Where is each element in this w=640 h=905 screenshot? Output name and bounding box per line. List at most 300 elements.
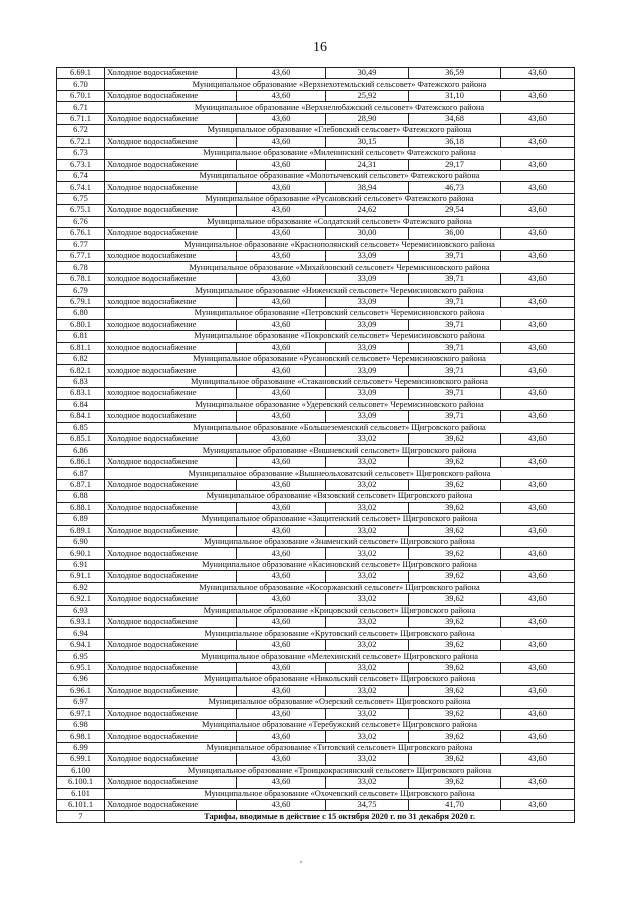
municipality-title: Муниципальное образование «Русановский сельсовет» Черемисиновского района xyxy=(105,353,575,364)
row-number: 6.70.1 xyxy=(57,90,105,101)
municipality-title: Муниципальное образование «Верхнехотемльский сельсовет» Фатежского района xyxy=(105,79,575,90)
row-number: 6.101 xyxy=(57,788,105,799)
tariff-value-1: 43,60 xyxy=(237,388,326,399)
table-row xyxy=(57,205,575,216)
section-header-row xyxy=(57,376,575,387)
table-row xyxy=(57,136,575,147)
tariff-table xyxy=(56,67,575,823)
row-number: 6.82.1 xyxy=(57,365,105,376)
section-header-row xyxy=(57,491,575,502)
municipality-title: Муниципальное образование «Вязовский сельсовет» Щигровского района xyxy=(105,491,575,502)
table-row xyxy=(57,228,575,239)
section-header-row xyxy=(57,331,575,342)
service-name: холодное водоснабжение xyxy=(105,388,237,399)
row-number: 6.79 xyxy=(57,285,105,296)
tariff-value-4: 43,60 xyxy=(501,800,575,811)
tariff-value-1: 43,60 xyxy=(237,662,326,673)
tariff-value-3: 39,62 xyxy=(409,548,501,559)
tariff-value-4: 43,60 xyxy=(501,754,575,765)
tariff-value-2: 33,02 xyxy=(326,662,409,673)
row-number: 6.94 xyxy=(57,628,105,639)
tariff-value-3: 39,62 xyxy=(409,617,501,628)
tariff-value-2: 28,90 xyxy=(326,113,409,124)
tariff-value-3: 39,71 xyxy=(409,342,501,353)
tariff-value-2: 33,02 xyxy=(326,456,409,467)
tariff-value-3: 39,62 xyxy=(409,777,501,788)
table-row xyxy=(57,731,575,742)
tariff-value-2: 33,02 xyxy=(326,708,409,719)
section-header-row xyxy=(57,239,575,250)
tariff-value-3: 39,62 xyxy=(409,456,501,467)
tariff-value-2: 33,02 xyxy=(326,777,409,788)
row-number: 6.89 xyxy=(57,514,105,525)
table-row xyxy=(57,800,575,811)
tariff-value-4: 43,60 xyxy=(501,479,575,490)
row-number: 6.90 xyxy=(57,536,105,547)
tariff-value-2: 33,02 xyxy=(326,571,409,582)
tariff-value-2: 33,02 xyxy=(326,617,409,628)
section-header-row xyxy=(57,216,575,227)
tariff-value-1: 43,60 xyxy=(237,273,326,284)
section-header-row xyxy=(57,651,575,662)
service-name: Холодное водоснабжение xyxy=(105,228,237,239)
tariff-value-1: 43,60 xyxy=(237,708,326,719)
tariff-value-4: 43,60 xyxy=(501,434,575,445)
tariff-value-4: 43,60 xyxy=(501,525,575,536)
row-number: 6.75.1 xyxy=(57,205,105,216)
municipality-title: Муниципальное образование «Ниженский сельсовет» Черемисиновского района xyxy=(105,285,575,296)
tariff-value-2: 33,09 xyxy=(326,273,409,284)
table-row xyxy=(57,68,575,79)
row-number: 6.94.1 xyxy=(57,639,105,650)
tariff-value-3: 39,62 xyxy=(409,662,501,673)
section-header-row xyxy=(57,719,575,730)
service-name: холодное водоснабжение xyxy=(105,251,237,262)
tariff-value-3: 39,62 xyxy=(409,639,501,650)
service-name: Холодное водоснабжение xyxy=(105,708,237,719)
municipality-title: Муниципальное образование «Большеземенский сельсовет» Щигровского района xyxy=(105,422,575,433)
section-header-row xyxy=(57,628,575,639)
row-number: 6.99.1 xyxy=(57,754,105,765)
row-number: 6.78 xyxy=(57,262,105,273)
row-number: 6.97.1 xyxy=(57,708,105,719)
row-number: 6.92 xyxy=(57,582,105,593)
table-row xyxy=(57,754,575,765)
tariff-value-4: 43,60 xyxy=(501,113,575,124)
table-row xyxy=(57,525,575,536)
tariff-value-2: 33,09 xyxy=(326,296,409,307)
row-number: 6.88 xyxy=(57,491,105,502)
section-header-row xyxy=(57,445,575,456)
row-number: 6.87.1 xyxy=(57,479,105,490)
row-number: 6.80.1 xyxy=(57,319,105,330)
service-name: Холодное водоснабжение xyxy=(105,662,237,673)
tariff-value-1: 43,60 xyxy=(237,342,326,353)
section-header-row xyxy=(57,559,575,570)
tariff-value-4: 43,60 xyxy=(501,594,575,605)
tariff-value-1: 43,60 xyxy=(237,319,326,330)
tariff-value-2: 33,02 xyxy=(326,685,409,696)
table-row xyxy=(57,411,575,422)
row-number: 6.72.1 xyxy=(57,136,105,147)
tariff-value-4: 43,60 xyxy=(501,68,575,79)
row-number: 6.75 xyxy=(57,193,105,204)
row-number: 6.74 xyxy=(57,170,105,181)
table-row xyxy=(57,251,575,262)
service-name: Холодное водоснабжение xyxy=(105,525,237,536)
section-header-row xyxy=(57,170,575,181)
table-row xyxy=(57,113,575,124)
tariff-value-3: 39,62 xyxy=(409,479,501,490)
tariff-value-4: 43,60 xyxy=(501,548,575,559)
tariff-period-title: Тарифы, вводимые в действие с 15 октября 2020 г. по 31 декабря 2020 г. xyxy=(105,811,575,822)
row-number: 6.77 xyxy=(57,239,105,250)
service-name: Холодное водоснабжение xyxy=(105,548,237,559)
section-header-row xyxy=(57,102,575,113)
municipality-title: Муниципальное образование «Крицовский сельсовет» Щигровского района xyxy=(105,605,575,616)
tariff-value-1: 43,60 xyxy=(237,365,326,376)
row-number: 6.73 xyxy=(57,148,105,159)
row-number: 6.89.1 xyxy=(57,525,105,536)
tariff-value-3: 36,59 xyxy=(409,68,501,79)
municipality-title: Муниципальное образование «Стакановский сельсовет» Черемисиновского района xyxy=(105,376,575,387)
municipality-title: Муниципальное образование «Косоржанский сельсовет» Щигровского района xyxy=(105,582,575,593)
service-name: Холодное водоснабжение xyxy=(105,68,237,79)
tariff-value-3: 46,73 xyxy=(409,182,501,193)
row-number: 6.91.1 xyxy=(57,571,105,582)
section-7-header-row xyxy=(57,811,575,822)
table-row xyxy=(57,662,575,673)
tariff-value-2: 30,00 xyxy=(326,228,409,239)
section-header-row xyxy=(57,399,575,410)
service-name: Холодное водоснабжение xyxy=(105,90,237,101)
municipality-title: Муниципальное образование «Верхнелюбажский сельсовет» Фатежского района xyxy=(105,102,575,113)
service-name: холодное водоснабжение xyxy=(105,319,237,330)
service-name: Холодное водоснабжение xyxy=(105,456,237,467)
tariff-value-2: 30,15 xyxy=(326,136,409,147)
tariff-value-1: 43,60 xyxy=(237,456,326,467)
tariff-value-1: 43,60 xyxy=(237,617,326,628)
tariff-value-1: 43,60 xyxy=(237,685,326,696)
tariff-value-4: 43,60 xyxy=(501,319,575,330)
tariff-value-4: 43,60 xyxy=(501,205,575,216)
scan-mark: , xyxy=(300,855,302,864)
row-number: 6.97 xyxy=(57,697,105,708)
row-number: 6.87 xyxy=(57,468,105,479)
tariff-value-4: 43,60 xyxy=(501,90,575,101)
row-number: 6.93.1 xyxy=(57,617,105,628)
section-header-row xyxy=(57,674,575,685)
municipality-title: Муниципальное образование «Теребужский сельсовет» Щигровского района xyxy=(105,719,575,730)
table-row xyxy=(57,571,575,582)
section-header-row xyxy=(57,308,575,319)
table-row xyxy=(57,319,575,330)
tariff-value-1: 43,60 xyxy=(237,136,326,147)
tariff-value-2: 38,94 xyxy=(326,182,409,193)
municipality-title: Муниципальное образование «Глебовский сельсовет» Фатежского района xyxy=(105,125,575,136)
tariff-value-4: 43,60 xyxy=(501,708,575,719)
service-name: Холодное водоснабжение xyxy=(105,777,237,788)
tariff-value-3: 39,71 xyxy=(409,411,501,422)
section-header-row xyxy=(57,697,575,708)
section-header-row xyxy=(57,285,575,296)
row-number: 6.100 xyxy=(57,765,105,776)
section-header-row xyxy=(57,262,575,273)
row-number: 6.71 xyxy=(57,102,105,113)
municipality-title: Муниципальное образование «Троицкокраснянский сельсовет» Щигровского района xyxy=(105,765,575,776)
tariff-value-3: 39,71 xyxy=(409,251,501,262)
tariff-value-2: 33,09 xyxy=(326,365,409,376)
tariff-value-1: 43,60 xyxy=(237,479,326,490)
row-number: 6.85.1 xyxy=(57,434,105,445)
municipality-title: Муниципальное образование «Мелехинский сельсовет» Щигровского района xyxy=(105,651,575,662)
table-row xyxy=(57,365,575,376)
row-number: 6.83.1 xyxy=(57,388,105,399)
tariff-value-3: 39,71 xyxy=(409,365,501,376)
tariff-value-3: 39,71 xyxy=(409,273,501,284)
tariff-value-1: 43,60 xyxy=(237,182,326,193)
row-number: 6.85 xyxy=(57,422,105,433)
tariff-value-1: 43,60 xyxy=(237,434,326,445)
tariff-value-4: 43,60 xyxy=(501,685,575,696)
service-name: Холодное водоснабжение xyxy=(105,205,237,216)
tariff-value-1: 43,60 xyxy=(237,296,326,307)
tariff-value-3: 39,62 xyxy=(409,571,501,582)
row-number: 6.79.1 xyxy=(57,296,105,307)
tariff-value-2: 25,92 xyxy=(326,90,409,101)
tariff-value-2: 33,09 xyxy=(326,251,409,262)
tariff-value-2: 33,02 xyxy=(326,754,409,765)
tariff-value-1: 43,60 xyxy=(237,639,326,650)
table-row xyxy=(57,388,575,399)
row-number: 6.81.1 xyxy=(57,342,105,353)
municipality-title: Муниципальное образование «Русановский сельсовет» Фатежского района xyxy=(105,193,575,204)
municipality-title: Муниципальное образование «Петровский сельсовет» Черемисиновского района xyxy=(105,308,575,319)
municipality-title: Муниципальное образование «Касиновский сельсовет» Щигровского района xyxy=(105,559,575,570)
tariff-value-2: 33,02 xyxy=(326,502,409,513)
section-header-row xyxy=(57,536,575,547)
row-number: 6.101.1 xyxy=(57,800,105,811)
service-name: холодное водоснабжение xyxy=(105,273,237,284)
tariff-value-2: 33,02 xyxy=(326,434,409,445)
row-number: 6.86.1 xyxy=(57,456,105,467)
tariff-value-4: 43,60 xyxy=(501,182,575,193)
service-name: Холодное водоснабжение xyxy=(105,594,237,605)
tariff-value-4: 43,60 xyxy=(501,228,575,239)
tariff-value-1: 43,60 xyxy=(237,159,326,170)
row-number: 7 xyxy=(57,811,105,822)
municipality-title: Муниципальное образование «Краснополянский сельсовет» Черемисиновского района xyxy=(105,239,575,250)
tariff-value-3: 36,18 xyxy=(409,136,501,147)
section-header-row xyxy=(57,788,575,799)
service-name: Холодное водоснабжение xyxy=(105,159,237,170)
table-row xyxy=(57,434,575,445)
row-number: 6.76 xyxy=(57,216,105,227)
tariff-value-4: 43,60 xyxy=(501,411,575,422)
municipality-title: Муниципальное образование «Удеревский сельсовет» Черемисиновского района xyxy=(105,399,575,410)
tariff-value-4: 43,60 xyxy=(501,617,575,628)
section-header-row xyxy=(57,79,575,90)
tariff-value-1: 43,60 xyxy=(237,411,326,422)
tariff-value-4: 43,60 xyxy=(501,662,575,673)
table-row xyxy=(57,296,575,307)
row-number: 6.95.1 xyxy=(57,662,105,673)
tariff-value-3: 34,68 xyxy=(409,113,501,124)
tariff-table-body xyxy=(57,68,575,823)
tariff-value-2: 24,31 xyxy=(326,159,409,170)
row-number: 6.96 xyxy=(57,674,105,685)
tariff-value-3: 39,62 xyxy=(409,731,501,742)
municipality-title: Муниципальное образование «Крутовский сельсовет» Щигровского района xyxy=(105,628,575,639)
tariff-value-3: 39,71 xyxy=(409,296,501,307)
tariff-value-3: 39,62 xyxy=(409,754,501,765)
tariff-value-1: 43,60 xyxy=(237,251,326,262)
tariff-value-4: 43,60 xyxy=(501,571,575,582)
section-header-row xyxy=(57,514,575,525)
service-name: Холодное водоснабжение xyxy=(105,754,237,765)
municipality-title: Муниципальное образование «Титовский сельсовет» Щигровского района xyxy=(105,742,575,753)
tariff-value-1: 43,60 xyxy=(237,228,326,239)
tariff-value-2: 33,02 xyxy=(326,639,409,650)
tariff-value-3: 39,62 xyxy=(409,525,501,536)
table-row xyxy=(57,456,575,467)
table-row xyxy=(57,594,575,605)
row-number: 6.81 xyxy=(57,331,105,342)
section-header-row xyxy=(57,422,575,433)
service-name: Холодное водоснабжение xyxy=(105,182,237,193)
row-number: 6.88.1 xyxy=(57,502,105,513)
municipality-title: Муниципальное образование «Вишневский сельсовет» Щигровского района xyxy=(105,445,575,456)
tariff-value-3: 39,71 xyxy=(409,388,501,399)
table-row xyxy=(57,708,575,719)
row-number: 6.70 xyxy=(57,79,105,90)
tariff-value-1: 43,60 xyxy=(237,754,326,765)
municipality-title: Муниципальное образование «Вышнеольховатский сельсовет» Щигровского района xyxy=(105,468,575,479)
tariff-value-4: 43,60 xyxy=(501,136,575,147)
row-number: 6.86 xyxy=(57,445,105,456)
table-row xyxy=(57,273,575,284)
tariff-value-2: 34,75 xyxy=(326,800,409,811)
section-header-row xyxy=(57,193,575,204)
tariff-value-1: 43,60 xyxy=(237,68,326,79)
tariff-value-2: 33,09 xyxy=(326,411,409,422)
table-row xyxy=(57,90,575,101)
tariff-value-3: 36,00 xyxy=(409,228,501,239)
section-header-row xyxy=(57,605,575,616)
table-row xyxy=(57,159,575,170)
service-name: Холодное водоснабжение xyxy=(105,731,237,742)
row-number: 6.90.1 xyxy=(57,548,105,559)
municipality-title: Муниципальное образование «Солдатский сельсовет» Фатежского района xyxy=(105,216,575,227)
tariff-value-3: 39,71 xyxy=(409,319,501,330)
tariff-value-1: 43,60 xyxy=(237,90,326,101)
service-name: холодное водоснабжение xyxy=(105,365,237,376)
tariff-value-1: 43,60 xyxy=(237,594,326,605)
tariff-value-4: 43,60 xyxy=(501,388,575,399)
table-row xyxy=(57,479,575,490)
tariff-value-2: 33,02 xyxy=(326,525,409,536)
row-number: 6.99 xyxy=(57,742,105,753)
tariff-value-1: 43,60 xyxy=(237,731,326,742)
tariff-value-4: 43,60 xyxy=(501,731,575,742)
service-name: холодное водоснабжение xyxy=(105,296,237,307)
tariff-value-3: 39,62 xyxy=(409,594,501,605)
row-number: 6.73.1 xyxy=(57,159,105,170)
service-name: Холодное водоснабжение xyxy=(105,434,237,445)
municipality-title: Муниципальное образование «Молотычевский сельсовет» Фатежского района xyxy=(105,170,575,181)
row-number: 6.93 xyxy=(57,605,105,616)
service-name: Холодное водоснабжение xyxy=(105,479,237,490)
tariff-value-3: 39,62 xyxy=(409,685,501,696)
tariff-value-1: 43,60 xyxy=(237,113,326,124)
row-number: 6.91 xyxy=(57,559,105,570)
municipality-title: Муниципальное образование «Охочевский сельсовет» Щигровского района xyxy=(105,788,575,799)
tariff-value-1: 43,60 xyxy=(237,571,326,582)
row-number: 6.71.1 xyxy=(57,113,105,124)
tariff-value-3: 31,10 xyxy=(409,90,501,101)
municipality-title: Муниципальное образование «Знаменский сельсовет» Щигровского района xyxy=(105,536,575,547)
tariff-value-1: 43,60 xyxy=(237,548,326,559)
page-number: 16 xyxy=(313,40,327,55)
municipality-title: Муниципальное образование «Защитенский сельсовет» Щигровского района xyxy=(105,514,575,525)
tariff-value-1: 43,60 xyxy=(237,800,326,811)
row-number: 6.82 xyxy=(57,353,105,364)
tariff-value-4: 43,60 xyxy=(501,159,575,170)
service-name: Холодное водоснабжение xyxy=(105,639,237,650)
table-row xyxy=(57,182,575,193)
row-number: 6.95 xyxy=(57,651,105,662)
tariff-value-1: 43,60 xyxy=(237,502,326,513)
tariff-value-2: 33,02 xyxy=(326,479,409,490)
row-number: 6.78.1 xyxy=(57,273,105,284)
municipality-title: Муниципальное образование «Никольский сельсовет» Щигровского района xyxy=(105,674,575,685)
tariff-value-3: 29,17 xyxy=(409,159,501,170)
tariff-value-4: 43,60 xyxy=(501,365,575,376)
tariff-value-2: 33,02 xyxy=(326,731,409,742)
tariff-value-1: 43,60 xyxy=(237,777,326,788)
table-row xyxy=(57,685,575,696)
municipality-title: Муниципальное образование «Михайловский сельсовет» Черемисиновского района xyxy=(105,262,575,273)
table-row xyxy=(57,342,575,353)
row-number: 6.69.1 xyxy=(57,68,105,79)
row-number: 6.84 xyxy=(57,399,105,410)
service-name: Холодное водоснабжение xyxy=(105,571,237,582)
tariff-value-4: 43,60 xyxy=(501,273,575,284)
service-name: Холодное водоснабжение xyxy=(105,800,237,811)
tariff-value-1: 43,60 xyxy=(237,205,326,216)
service-name: холодное водоснабжение xyxy=(105,342,237,353)
section-header-row xyxy=(57,582,575,593)
tariff-value-4: 43,60 xyxy=(501,502,575,513)
tariff-value-3: 39,62 xyxy=(409,502,501,513)
municipality-title: Муниципальное образование «Озерский сельсовет» Щигровского района xyxy=(105,697,575,708)
service-name: Холодное водоснабжение xyxy=(105,685,237,696)
row-number: 6.100.1 xyxy=(57,777,105,788)
row-number: 6.72 xyxy=(57,125,105,136)
tariff-value-1: 43,60 xyxy=(237,525,326,536)
table-row xyxy=(57,548,575,559)
section-header-row xyxy=(57,765,575,776)
tariff-value-2: 30,49 xyxy=(326,68,409,79)
tariff-value-3: 29,54 xyxy=(409,205,501,216)
service-name: Холодное водоснабжение xyxy=(105,113,237,124)
row-number: 6.83 xyxy=(57,376,105,387)
section-header-row xyxy=(57,125,575,136)
tariff-value-2: 33,09 xyxy=(326,388,409,399)
service-name: Холодное водоснабжение xyxy=(105,136,237,147)
row-number: 6.80 xyxy=(57,308,105,319)
table-row xyxy=(57,639,575,650)
